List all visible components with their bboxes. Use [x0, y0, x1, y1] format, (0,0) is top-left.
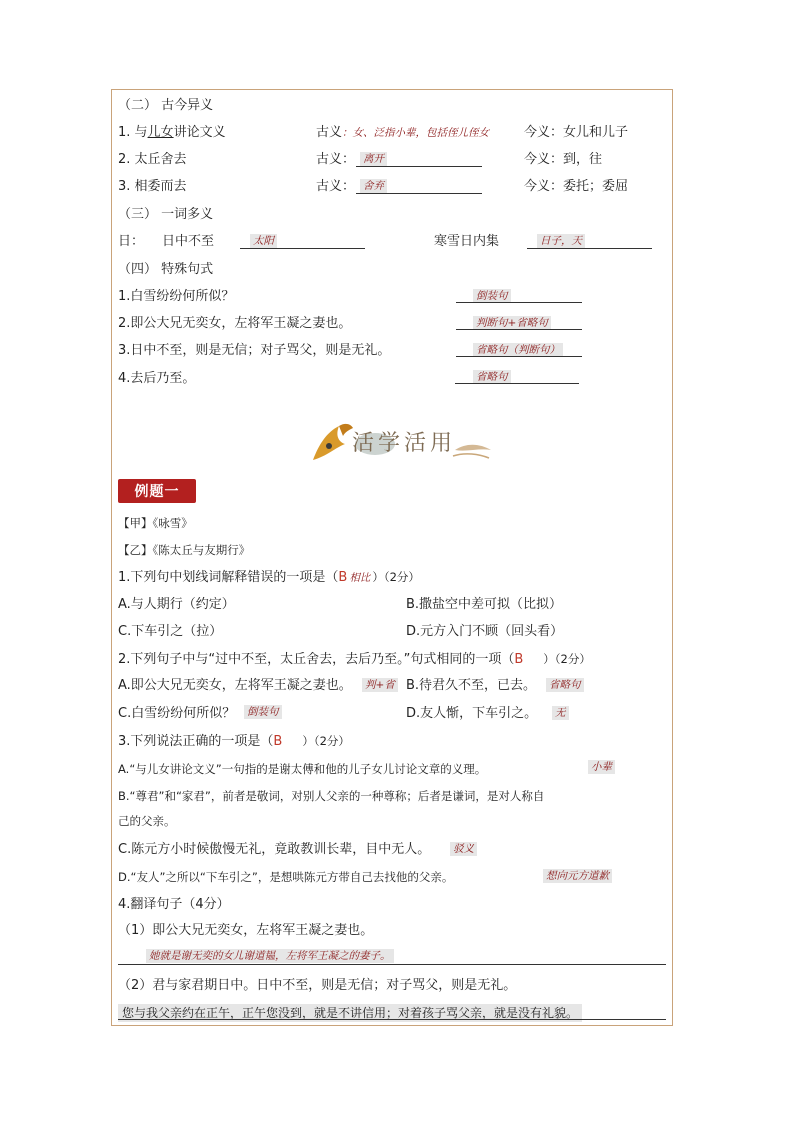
vocab-row-2-jin: 今义：到，往: [524, 152, 603, 167]
ri-label: 日：: [118, 234, 145, 249]
answer-line: [456, 356, 582, 357]
sentence-3: 3.日中不至，则是无信；对子骂父，则是无礼。: [118, 343, 391, 358]
answer-line: [356, 193, 482, 194]
sentence-1-answer: 倒装句: [473, 289, 511, 303]
answer-line: [118, 964, 666, 965]
answer-line: [240, 248, 365, 249]
sentence-2: 2.即公大兄无奕女，左将军王凝之妻也。: [118, 316, 352, 331]
q3-option-c: C.陈元方小时候傲慢无礼，竟敢教训长辈，目中无人。: [118, 842, 431, 857]
q4-stem: 4.翻译句子（4分）: [118, 897, 230, 912]
vocab-row-3-gu-answer: 舍弃: [360, 179, 387, 193]
vocab-row-3-jin: 今义：委托；委屈: [524, 179, 629, 194]
q2-option-c: C.白雪纷纷何所似？: [118, 706, 236, 721]
answer-line: [456, 302, 582, 303]
q3-option-b-line2: 己的父亲。: [118, 814, 176, 828]
passage-yi: 【乙】《陈太丘与友期行》: [118, 543, 251, 557]
q3-option-b-line1: B.“尊君”和“家君”，前者是敬词，对别人父亲的一种尊称；后者是谦词，是对人称自: [118, 789, 545, 803]
sentence-4-answer: 省略句: [473, 370, 511, 384]
q3-option-d: D.“友人”之所以“下车引之”，是想哄陈元方带自己去找他的父亲。: [118, 870, 454, 884]
q3-option-a-note: 小辈: [588, 760, 615, 774]
passage-jia: 【甲】《咏雪》: [118, 516, 193, 530]
q1-option-a: A.与人期行（约定）: [118, 597, 235, 612]
q2-option-b-note: 省略句: [546, 678, 584, 692]
q1-option-d: D.元方入门不顾（回头看）: [406, 624, 564, 639]
vocab-row-3-gu-label: 古义：: [316, 179, 356, 194]
q3-option-c-note: 驳义: [450, 842, 477, 856]
answer-line: [527, 248, 652, 249]
sentence-1: 1.白雪纷纷何所似？: [118, 289, 235, 304]
vocab-row-1-word: 1. 与儿女讲论文义: [118, 125, 226, 140]
vocab-row-2-gu-label: 古义：: [316, 152, 356, 167]
q2-stem: 2.下列句子中与“过中不至，太丘舍去，去后乃至。”句式相同的一项（B ）（2分）: [118, 652, 591, 667]
section-title-jushi: （四） 特殊句式: [118, 262, 214, 277]
vocab-row-2-word: 2. 太丘舍去: [118, 152, 187, 167]
q4-answer-2: 您与我父亲约在正午，正午您没到，就是不讲信用；对着孩子骂父亲，就是没有礼貌。: [118, 1004, 582, 1022]
q3-option-d-note: 想向元方道歉: [543, 869, 612, 883]
q2-option-d-note: 无: [552, 706, 569, 720]
answer-line: [356, 166, 482, 167]
q4-sentence-2: （2）君与家君期日中。日中不至，则是无信；对子骂父，则是无礼。: [118, 978, 517, 993]
q2-option-c-note: 倒装句: [244, 705, 282, 719]
q1-stem: 1.下列句中划线词解释错误的一项是（B 相比 ）（2分）: [118, 570, 420, 585]
q2-option-d: D.友人惭，下车引之。: [406, 706, 538, 721]
q4-answer-1: 她就是谢无奕的女儿谢道韫，左将军王凝之的妻子。: [146, 949, 394, 963]
q1-option-b: B.撒盐空中差可拟（比拟）: [406, 597, 563, 612]
vocab-row-2-gu-answer: 离开: [360, 152, 387, 166]
answer-line: [455, 383, 579, 384]
vocab-row-1-gu-answer: ：女、泛指小辈，包括侄儿侄女: [342, 127, 489, 139]
example-banner: [118, 479, 196, 503]
logo-text: 活学活用: [352, 431, 457, 456]
section-title-yici: （三） 一词多义: [118, 207, 214, 222]
ri-answer-1: 太阳: [250, 234, 277, 248]
example-banner-label: 例题一: [134, 484, 180, 500]
ri-answer-2: 日子，天: [537, 234, 585, 248]
sentence-4: 4.去后乃至。: [118, 371, 196, 386]
q3-option-a: A.“与儿女讲论文义”一句指的是谢太傅和他的儿子女儿讨论文章的义理。: [118, 762, 487, 776]
sentence-3-answer: 省略句（判断句）: [473, 343, 563, 357]
answer-line: [118, 1019, 666, 1020]
ri-example-2: 寒雪日内集: [434, 234, 500, 249]
section-title-gujin: （二） 古今异义: [118, 98, 214, 113]
ri-example-1: 日中不至: [162, 234, 215, 249]
q3-stem: 3.下列说法正确的一项是（B ）（2分）: [118, 734, 350, 749]
vocab-row-3-word: 3. 相委而去: [118, 179, 187, 194]
q2-option-a: A.即公大兄无奕女，左将军王凝之妻也。: [118, 678, 352, 693]
vocab-row-1-gu-label: 古义: [316, 125, 343, 140]
q4-sentence-1: （1）即公大兄无奕女，左将军王凝之妻也。: [118, 923, 374, 938]
q1-option-c: C.下车引之（拉）: [118, 624, 223, 639]
q2-option-a-note: 判+省: [362, 678, 398, 692]
q2-option-b: B.待君久不至，已去。: [406, 678, 537, 693]
answer-line: [456, 329, 582, 330]
sentence-2-answer: 判断句+省略句: [473, 316, 551, 330]
vocab-row-1-jin: 今义：女儿和儿子: [524, 125, 629, 140]
